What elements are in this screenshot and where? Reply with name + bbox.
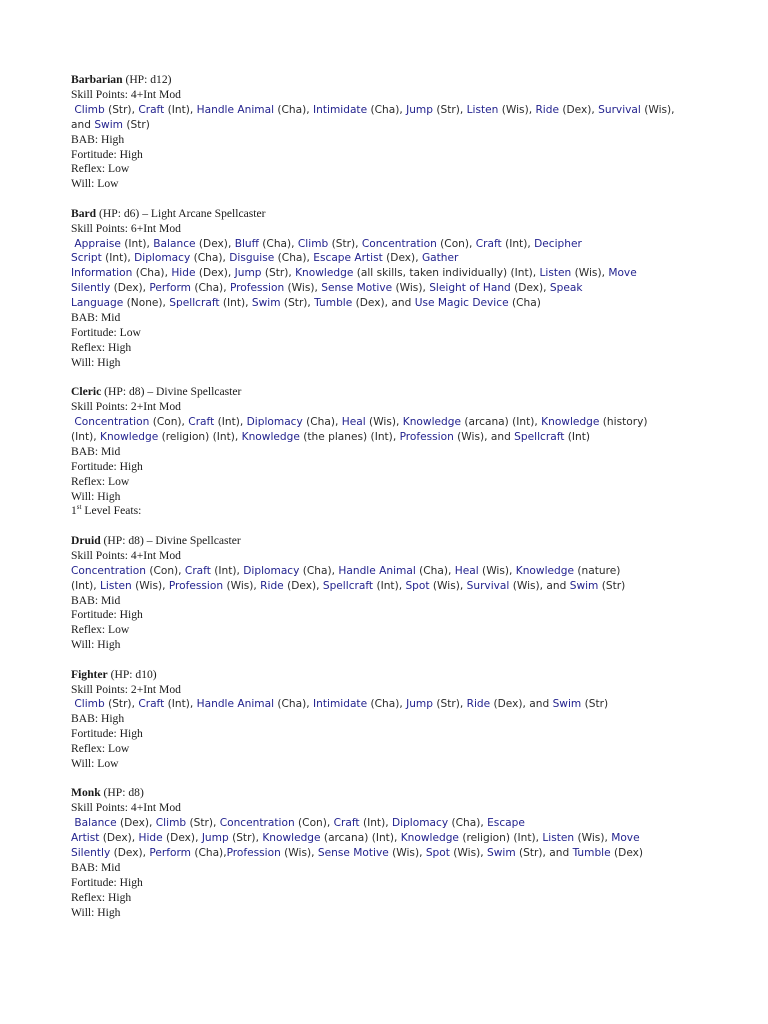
class-heading: [71, 385, 711, 400]
skill-link[interactable]: Knowledge: [402, 416, 462, 429]
skill-ability: (Dex),: [110, 282, 150, 295]
skill-link[interactable]: Ride: [466, 698, 491, 711]
class-heading: [71, 668, 711, 683]
fortitude-stat: Fortitude: High: [71, 147, 143, 161]
skill-link[interactable]: Craft: [333, 817, 360, 830]
skill-ability: (nature): [574, 564, 621, 577]
skill-link[interactable]: Ride: [260, 579, 284, 592]
skill-ability: (Wis),: [388, 847, 426, 860]
skill-link[interactable]: Diplomacy: [134, 252, 191, 265]
fortitude-stat: Fortitude: Low: [71, 326, 141, 339]
skill-link[interactable]: Concentration: [74, 416, 150, 429]
skill-link[interactable]: Ride: [535, 103, 559, 116]
skill-ability: (Str),: [104, 698, 139, 711]
reflex-stat: Reflex: Low: [71, 162, 130, 176]
skill-list-line: [71, 281, 711, 296]
class-section: [71, 668, 711, 772]
skill-ability: (Wis),: [280, 847, 318, 860]
skill-ability: (Cha),: [302, 416, 342, 429]
skill-link[interactable]: Knowledge: [262, 832, 321, 845]
skill-link[interactable]: Jump: [201, 832, 229, 845]
class-name: Druid: [71, 533, 101, 547]
class-heading: [71, 207, 711, 222]
will-stat: Will: Low: [71, 177, 119, 191]
skill-link[interactable]: Perform: [149, 282, 191, 295]
skill-link[interactable]: Move: [611, 832, 640, 845]
skill-link[interactable]: Decipher: [534, 237, 582, 250]
skill-ability: (Str): [122, 118, 150, 131]
bab-stat: BAB: High: [71, 132, 125, 146]
skill-link[interactable]: Craft: [138, 698, 165, 711]
skill-link[interactable]: Intimidate: [313, 103, 368, 116]
skill-link[interactable]: Spot: [405, 579, 430, 592]
fortitude-stat: Fortitude: High: [71, 459, 143, 473]
skill-ability: (Dex),: [382, 252, 422, 265]
reflex-stat: Reflex: Low: [71, 474, 130, 488]
class-section: [71, 73, 711, 192]
skill-ability: (Dex),: [510, 282, 550, 295]
will-stat: Will: High: [71, 638, 121, 652]
skill-ability: (Dex),: [110, 847, 150, 860]
skill-ability: (Con),: [294, 817, 334, 830]
reflex-stat: Reflex: High: [71, 890, 132, 904]
skill-ability: (Dex), and: [352, 297, 415, 310]
class-heading: [71, 786, 711, 801]
skill-ability: (Int): [564, 430, 591, 443]
skill-ability: (Wis), and: [453, 430, 515, 443]
will-stat: Will: Low: [71, 757, 119, 771]
skill-ability: (Wis),: [429, 579, 467, 592]
class-heading: [71, 534, 711, 549]
skill-link[interactable]: Balance: [153, 237, 196, 250]
fortitude-stat: Fortitude: High: [71, 875, 143, 889]
skill-link[interactable]: Swim: [569, 579, 599, 592]
skill-ability: (Str),: [280, 297, 315, 310]
skill-points: Skill Points: 2+Int Mod: [71, 682, 181, 696]
skill-link[interactable]: Jump: [406, 103, 433, 116]
skill-link[interactable]: Silently: [71, 847, 111, 860]
skill-link[interactable]: Listen: [542, 832, 575, 845]
skill-ability: (Wis),: [449, 847, 487, 860]
skill-ability: (Dex),: [558, 103, 599, 116]
skill-link[interactable]: Concentration: [361, 237, 437, 250]
skill-ability: (Int),: [373, 579, 406, 592]
feats-label: Level Feats:: [81, 504, 142, 518]
skill-ability: (Int),: [219, 297, 252, 310]
feats-ordinal: st: [76, 503, 82, 512]
skill-ability: (Dex): [610, 847, 644, 860]
skill-ability: (Int),: [120, 237, 154, 250]
skill-list-line: [71, 831, 711, 846]
skill-link[interactable]: Escape: [487, 817, 525, 830]
class-name: Barbarian: [71, 73, 123, 86]
skill-link[interactable]: Craft: [188, 416, 215, 429]
skill-ability: (Str), and: [515, 847, 573, 860]
skill-ability: (Cha),: [274, 252, 314, 265]
class-section: [71, 534, 711, 653]
skill-ability: (Int),: [210, 564, 244, 577]
skill-ability: (Wis), and: [509, 579, 570, 592]
hit-die: (HP: d10): [110, 667, 157, 681]
will-stat: Will: High: [71, 489, 121, 503]
skill-link[interactable]: Survival: [598, 103, 641, 116]
skill-points: Skill Points: 6+Int Mod: [71, 221, 181, 235]
skill-link[interactable]: Sleight of Hand: [429, 282, 511, 295]
skill-ability: (Int),: [71, 430, 100, 443]
class-name: Fighter: [71, 667, 108, 681]
skill-link[interactable]: Balance: [74, 817, 117, 830]
skill-list-line: [71, 103, 711, 118]
skill-ability: (arcana) (Int),: [320, 832, 401, 845]
skill-link[interactable]: Heal: [454, 564, 479, 577]
skill-link[interactable]: Knowledge: [400, 832, 459, 845]
skill-link[interactable]: Climb: [155, 817, 187, 830]
skill-ability: (all skills, taken individually) (Int),: [353, 267, 540, 280]
spellcaster-type: – Divine Spellcaster: [147, 385, 242, 399]
skill-ability: (Dex),: [195, 267, 235, 280]
skill-link[interactable]: Survival: [466, 579, 510, 592]
skill-ability: (Int),: [71, 579, 100, 592]
skill-ability: (Cha),: [190, 847, 227, 860]
skill-link[interactable]: Spellcraft: [322, 579, 374, 592]
skill-ability: (Con),: [436, 237, 476, 250]
skill-ability: (Wis),: [574, 832, 612, 845]
skill-link[interactable]: Intimidate: [313, 698, 368, 711]
fortitude-stat: Fortitude: High: [71, 727, 143, 741]
will-stat: Will: High: [71, 355, 121, 369]
skill-ability: (Int),: [501, 237, 535, 250]
skill-link[interactable]: Appraise: [74, 237, 121, 250]
skill-link[interactable]: Profession: [226, 847, 281, 860]
skill-ability: (Str): [598, 579, 626, 592]
skill-ability: (Dex),: [283, 579, 323, 592]
skill-list-line: [71, 237, 711, 252]
skill-link[interactable]: Swim: [94, 118, 123, 131]
skill-link[interactable]: Swim: [251, 297, 281, 310]
skill-ability: (Cha),: [415, 564, 455, 577]
skill-link[interactable]: Diplomacy: [246, 416, 303, 429]
skill-link[interactable]: Heal: [341, 416, 366, 429]
skill-list-line: [71, 816, 711, 831]
skill-ability: (arcana) (Int),: [461, 416, 542, 429]
skill-link[interactable]: Knowledge: [295, 267, 354, 280]
skill-link[interactable]: Move: [608, 267, 637, 280]
skill-ability: (Str),: [261, 267, 296, 280]
skill-ability: (Wis),: [498, 103, 536, 116]
skill-ability: (Wis),: [640, 103, 675, 116]
class-section: [71, 207, 711, 371]
skill-link[interactable]: Profession: [399, 430, 454, 443]
skill-list-line: [71, 697, 711, 712]
skill-link[interactable]: Craft: [138, 103, 165, 116]
skill-ability: (Str),: [432, 103, 467, 116]
skill-link[interactable]: Swim: [552, 698, 582, 711]
skill-ability: (religion) (Int),: [458, 832, 543, 845]
skill-link[interactable]: Climb: [297, 237, 329, 250]
skill-link[interactable]: Script: [71, 252, 102, 265]
skill-link[interactable]: Listen: [466, 103, 499, 116]
skill-link[interactable]: Hide: [171, 267, 196, 280]
bab-stat: BAB: Mid: [71, 861, 121, 874]
class-section: [71, 786, 711, 920]
skill-ability: (Str),: [186, 817, 220, 830]
skill-ability: (Int),: [164, 103, 197, 116]
level-feats: [71, 504, 711, 519]
skill-ability: (religion) (Int),: [158, 430, 242, 443]
skill-points: Skill Points: 4+Int Mod: [71, 87, 181, 101]
skill-link[interactable]: Sense Motive: [321, 282, 393, 295]
skill-ability: (Str),: [328, 237, 362, 250]
will-stat: Will: High: [71, 905, 121, 919]
skill-link[interactable]: Silently: [71, 282, 111, 295]
skill-ability: (Cha),: [190, 282, 230, 295]
hit-die: (HP: d6): [99, 206, 140, 220]
skill-ability: (Con),: [145, 564, 185, 577]
skill-ability: (Dex),: [116, 817, 156, 830]
skill-link[interactable]: Diplomacy: [391, 817, 449, 830]
skill-ability: (Str),: [432, 698, 467, 711]
skill-ability: (Str),: [228, 832, 263, 845]
skill-list-line: [71, 118, 711, 133]
skill-link[interactable]: Jump: [234, 267, 262, 280]
bab-stat: BAB: High: [71, 712, 125, 726]
skill-ability: (Wis),: [223, 579, 261, 592]
skill-link[interactable]: Spellcraft: [514, 430, 565, 443]
skill-link[interactable]: Knowledge: [541, 416, 600, 429]
hit-die: (HP: d12): [125, 73, 172, 86]
skill-ability: (Cha),: [132, 267, 172, 280]
skill-link[interactable]: Handle Animal: [338, 564, 416, 577]
document: [71, 73, 711, 935]
skill-points: Skill Points: 4+Int Mod: [71, 801, 181, 815]
skill-ability: (Dex), and: [490, 698, 553, 711]
skill-points: Skill Points: 4+Int Mod: [71, 548, 181, 562]
reflex-stat: Reflex: Low: [71, 742, 130, 756]
skill-link[interactable]: Speak: [549, 282, 583, 295]
skill-link[interactable]: Language: [71, 297, 124, 310]
skill-link[interactable]: Jump: [406, 698, 433, 711]
skill-ability: (Int),: [359, 817, 392, 830]
skill-list-line: [71, 415, 711, 430]
feats-number: 1: [71, 504, 77, 518]
skill-ability: (Cha),: [274, 698, 314, 711]
skill-link[interactable]: Gather: [421, 252, 459, 265]
skill-list-line: [71, 266, 711, 281]
skill-link[interactable]: Spot: [425, 847, 450, 860]
skill-link[interactable]: Tumble: [314, 297, 353, 310]
skill-ability: (None),: [123, 297, 170, 310]
hit-die: (HP: d8): [103, 533, 144, 547]
skill-link[interactable]: Spellcraft: [169, 297, 220, 310]
skill-link[interactable]: Handle Animal: [196, 103, 275, 116]
skill-ability: (Cha),: [367, 698, 407, 711]
bab-stat: BAB: Mid: [71, 444, 121, 458]
bab-stat: BAB: Mid: [71, 593, 121, 607]
class-name: Cleric: [71, 385, 102, 399]
skill-ability: (Cha),: [448, 817, 488, 830]
hit-die: (HP: d8): [103, 786, 144, 800]
skill-ability: (Cha),: [299, 564, 339, 577]
skill-list-line: [71, 296, 711, 311]
skill-link[interactable]: Profession: [168, 579, 224, 592]
skill-link[interactable]: Climb: [74, 698, 105, 711]
skill-link[interactable]: Use Magic Device: [414, 297, 509, 310]
skill-ability: (Wis),: [392, 282, 430, 295]
skill-ability: (Int),: [101, 252, 135, 265]
skill-link[interactable]: Swim: [487, 847, 516, 860]
skill-ability: (Int),: [164, 698, 197, 711]
skill-ability: (Str),: [104, 103, 139, 116]
skill-link[interactable]: Knowledge: [515, 564, 575, 577]
skill-list-line: [71, 846, 711, 861]
skill-link[interactable]: Knowledge: [241, 430, 300, 443]
skill-ability: (Con),: [149, 416, 189, 429]
skill-ability: (Str): [581, 698, 609, 711]
skill-ability: (Cha): [508, 297, 541, 310]
skill-link[interactable]: Listen: [539, 267, 572, 280]
skill-link[interactable]: Craft: [184, 564, 211, 577]
skill-link[interactable]: Hide: [138, 832, 163, 845]
skill-ability: (Int),: [214, 416, 247, 429]
skill-ability: (Wis),: [365, 416, 403, 429]
skill-link[interactable]: Climb: [74, 103, 105, 116]
skill-ability: (the planes) (Int),: [299, 430, 400, 443]
bab-stat: BAB: Mid: [71, 311, 121, 325]
fortitude-stat: Fortitude: High: [71, 608, 143, 622]
hit-die: (HP: d8): [104, 385, 145, 399]
skill-ability: (Dex),: [99, 832, 139, 845]
skill-link[interactable]: Concentration: [219, 817, 295, 830]
class-heading: [71, 73, 711, 88]
skill-ability: (Wis),: [284, 282, 322, 295]
skill-list-line: [71, 579, 711, 594]
skill-link[interactable]: Information: [71, 267, 133, 280]
skill-list-line: [71, 564, 711, 579]
skill-link[interactable]: Disguise: [229, 252, 275, 265]
spellcaster-type: – Divine Spellcaster: [146, 533, 241, 547]
skill-ability: (history): [599, 416, 648, 429]
skill-link[interactable]: Bluff: [234, 237, 259, 250]
skill-link[interactable]: Handle Animal: [196, 698, 275, 711]
skill-link[interactable]: Escape Artist: [313, 252, 383, 265]
skill-link[interactable]: Knowledge: [100, 430, 159, 443]
skill-ability: (Wis),: [478, 564, 516, 577]
skill-ability: (Wis),: [131, 579, 169, 592]
skill-ability: (Wis),: [571, 267, 609, 280]
skill-link[interactable]: Diplomacy: [243, 564, 300, 577]
class-name: Bard: [71, 206, 97, 220]
reflex-stat: Reflex: High: [71, 340, 132, 354]
skill-ability: and: [71, 118, 95, 131]
skill-ability: (Dex),: [162, 832, 202, 845]
class-name: Monk: [71, 786, 101, 800]
skill-ability: (Cha),: [258, 237, 298, 250]
skill-link[interactable]: Perform: [149, 847, 191, 860]
skill-link[interactable]: Concentration: [71, 564, 146, 577]
skill-link[interactable]: Tumble: [572, 847, 611, 860]
skill-link[interactable]: Listen: [100, 579, 132, 592]
skill-link[interactable]: Profession: [229, 282, 285, 295]
skill-list-line: [71, 251, 711, 266]
skill-ability: (Cha),: [274, 103, 314, 116]
spellcaster-type: – Light Arcane Spellcaster: [142, 206, 266, 220]
skill-ability: (Cha),: [190, 252, 230, 265]
reflex-stat: Reflex: Low: [71, 623, 130, 637]
skill-list-line: [71, 430, 711, 445]
skill-ability: (Dex),: [195, 237, 235, 250]
skill-link[interactable]: Sense Motive: [317, 847, 389, 860]
skill-points: Skill Points: 2+Int Mod: [71, 400, 181, 414]
skill-link[interactable]: Craft: [475, 237, 502, 250]
skill-ability: (Cha),: [367, 103, 407, 116]
class-section: [71, 385, 711, 519]
skill-link[interactable]: Artist: [71, 832, 100, 845]
